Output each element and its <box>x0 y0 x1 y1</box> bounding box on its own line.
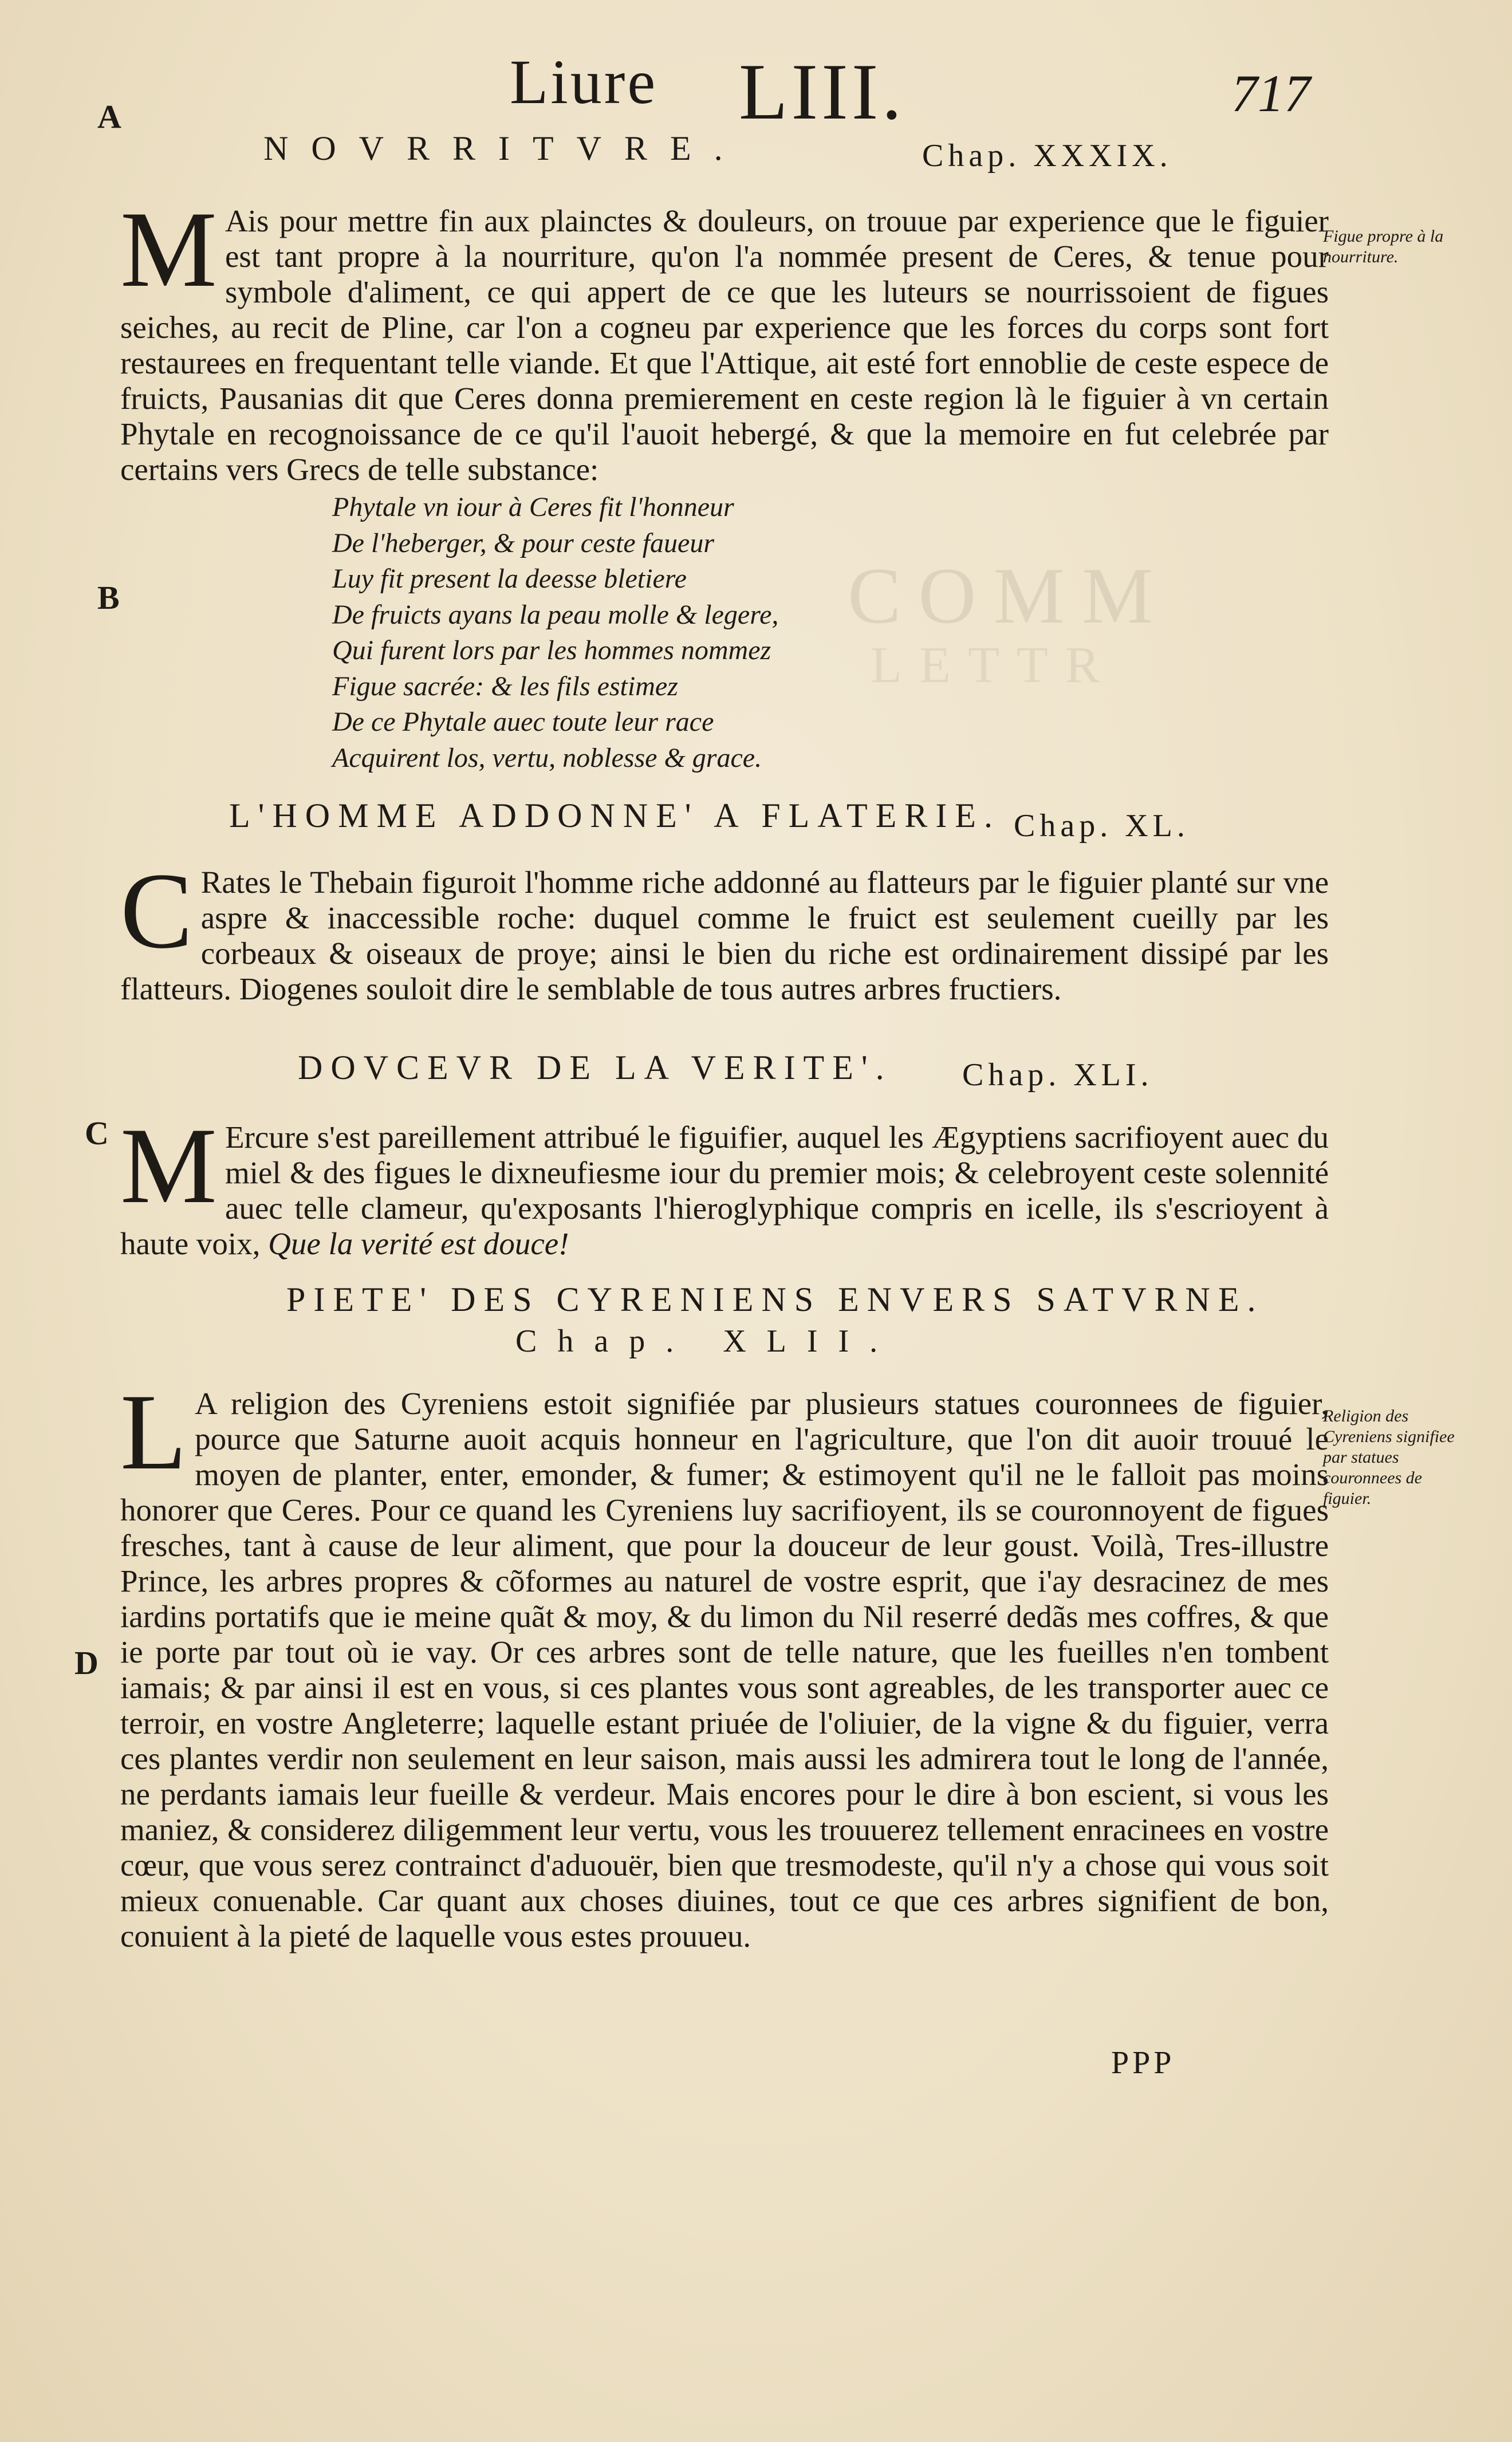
chapter-paragraph <box>120 1372 1329 1954</box>
margin-note: Figue propre à la nourriture. <box>1323 227 1444 266</box>
verse-block <box>332 490 848 776</box>
paragraph-text: A religion des Cyreniens estoit signifiée par plusieurs statues couronnees de figuier, pource que Saturne auoit acquis honneur en l'agriculture, que l'on dit auoir trouué le moyen de planter, enter, emonder, & fumer; & estimoyent qu'il ne le falloit pas moins honorer que Ceres. Pour ce quand les Cyreniens luy sacrifioyent, ils se couronnoyent de figues fresches, tant à cause de leur aliment, que pour la douceur de leur goust. Voilà, Tres-illustre Prince, les arbres propres & cõformes au naturel de vostre esprit, que i'ay desracinez de mes iardins portatifs que ie meine quãt & moy, & du limon du Nil reserré dedãs mes coffres, & que ie porte par tout où ie vay. Or ces arbres sont de telle nature, que les fueilles n'en tombent iamais; & par ainsi il est en vous, si ces plantes vous sont agreables, de les transporter auec ce terroir, en vostre Angleterre; laquelle estant priuée de l'oliuier, de la vigne & du figuier, verra ces plantes verdir non seulement en leur saison, mais aussi les admirera tout le long de l'année, ne perdants iamais leur fueille & verdeur. Mais encores pour le dire à bon escient, si vous les maniez, & considerez diligemment leur vertu, vous les trouuerez tellement enracinees en vostre cœur, que vous serez contrainct d'aduouër, bien que tresmodeste, qu'il n'y a chose qui vous soit mieux conuenable. Car quant aux choses diuines, tout ce que ces arbres signifient de bon, conuient à la pieté de laquelle vous estes prouueu. <box>120 1386 1329 1953</box>
side-letter-d: D <box>74 1644 99 1681</box>
show-through-text: COMM <box>848 552 1171 640</box>
side-letter-c: C <box>85 1114 109 1152</box>
verse-line: Luy fit present la deesse bletiere <box>332 564 687 594</box>
drop-cap: C <box>120 851 193 971</box>
running-head <box>0 23 1512 136</box>
show-through-text: LETTR <box>871 637 1117 694</box>
chapter-title: L'HOMME ADDONNE' A FLATERIE. <box>229 797 1001 834</box>
verse-line: Phytale vn iour à Ceres fit l'honneur <box>332 492 734 522</box>
chapter-paragraph <box>120 190 1329 487</box>
verse-line: De fruicts ayans la peau molle & legere, <box>332 599 779 630</box>
chapter-number: Chap. XL. <box>1014 808 1190 844</box>
chapter-title: DOVCEVR DE LA VERITE'. <box>298 1049 892 1086</box>
verse-line: De l'heberger, & pour ceste faueur <box>332 527 715 558</box>
side-letter-a: A <box>97 98 121 135</box>
verse-line: De ce Phytale auec toute leur race <box>332 707 714 737</box>
chapter-title: PIETE' DES CYRENIENS ENVERS SATVRNE. <box>286 1281 1264 1318</box>
chapter-paragraph <box>120 851 1329 1007</box>
paragraph-text: Ercure s'est pareillement attribué le figuifier, auquel les Ægyptiens sacrifioyent auec du miel & des figues le dixneufiesme iour du premier mois; & celebroyent ceste solennité auec telle clameur, qu'exposants l'hieroglyphique compris en icelle, ils s'escrioyent à haute voix, <box>120 1120 1329 1261</box>
chapter-title: NOVRRITVRE. <box>263 129 746 167</box>
book-number: LIII. <box>739 48 905 136</box>
drop-cap: L <box>120 1372 187 1492</box>
chapter-number: Chap. XLI. <box>962 1057 1153 1093</box>
chapter-number: Chap. XXXIX. <box>922 138 1172 174</box>
margin-note: Religion des Cyreniens signifiee par statues couronnees de figuier. <box>1323 1407 1455 1508</box>
paragraph-italic-text: Que la verité est douce! <box>268 1226 569 1261</box>
chapter-number: Chap. XLII. <box>515 1324 899 1359</box>
paragraph-text: Rates le Thebain figuroit l'homme riche addonné au flatteurs par le figuier planté sur vne aspre & inaccessible roche: duquel comme le fruict est seulement cueilly par les corbeaux & oiseaux de proye; ainsi le bien du riche est ordinairement dissipé par les flatteurs. Diogenes souloit dire le semblable de tous autres arbres fructiers. <box>120 865 1329 1006</box>
drop-cap: M <box>120 1106 217 1226</box>
signature-mark: PPP <box>1111 2045 1175 2081</box>
paragraph-text: Ais pour mettre fin aux plainctes & douleurs, on trouue par experience que le figuier est tant propre à la nourriture, qu'on l'a nommée present de Ceres, & tenue pour symbole d'aliment, ce qui appert de ce que les luteurs se nourrissoient de figues seiches, au recit de Pline, car l'on a cogneu par experience que les forces du corps sont fort restaurees en frequentant telle viande. Et que l'Attique, ait esté fort ennoblie de ceste espece de fruicts, Pausanias dit que Ceres donna premierement en ceste region là le figuier à vn certain Phytale en recognoissance de ce qu'il l'auoit hebergé, & que la memoire en fut celebrée par certains vers Grecs de telle substance: <box>120 203 1329 487</box>
chapter-paragraph <box>120 1106 1329 1262</box>
verse-line: Qui furent lors par les hommes nommez <box>332 635 771 665</box>
running-title: Liure <box>510 47 658 117</box>
verse-line: Figue sacrée: & les fils estimez <box>332 671 678 702</box>
verse-line: Acquirent los, vertu, noblesse & grace. <box>332 742 762 773</box>
side-letter-b: B <box>97 579 120 616</box>
drop-cap: M <box>120 190 217 310</box>
page-number: 717 <box>1231 64 1310 123</box>
